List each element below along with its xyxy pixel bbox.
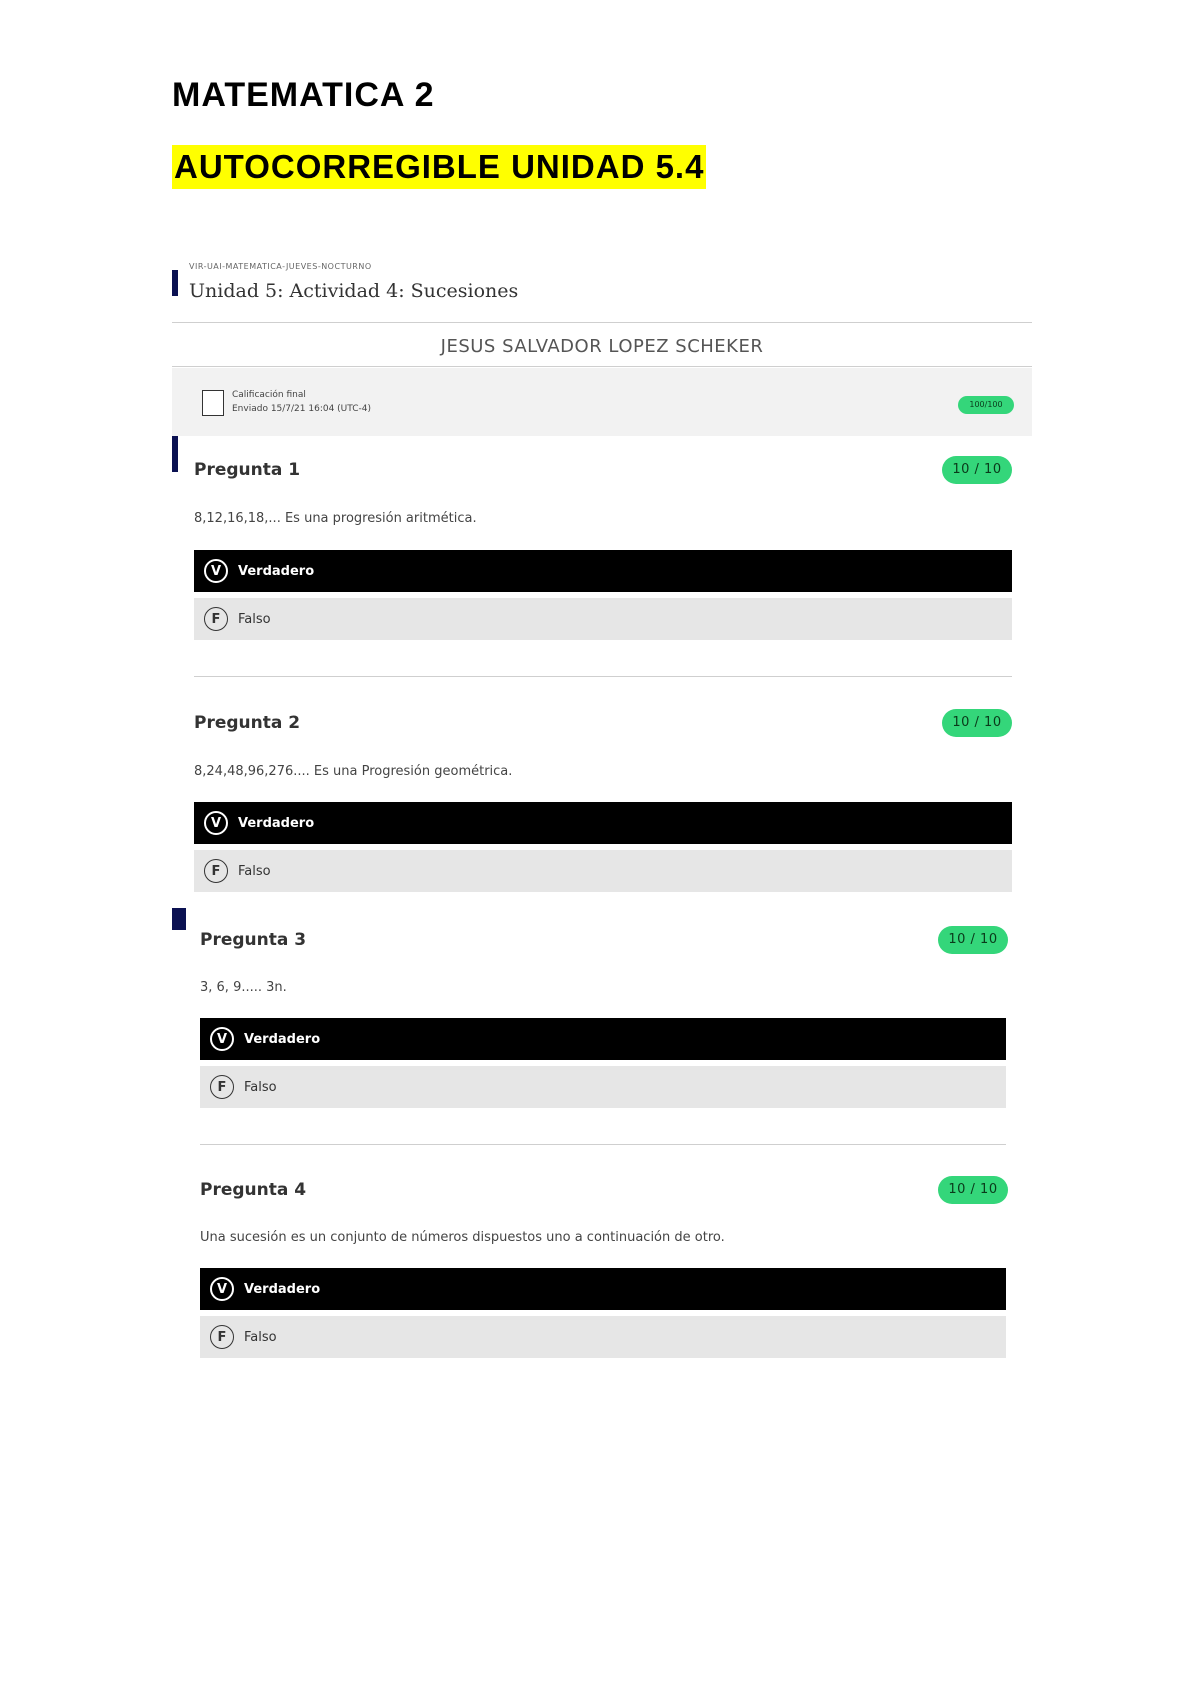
course-code: VIR-UAI-MATEMATICA-JUEVES-NOCTURNO bbox=[189, 262, 372, 271]
option-false[interactable] bbox=[200, 1316, 1006, 1358]
v-circle-icon: V bbox=[210, 1027, 234, 1051]
option-false[interactable] bbox=[194, 598, 1012, 640]
final-grade-strip bbox=[172, 368, 1032, 436]
question-text: 8,12,16,18,... Es una progresión aritmética. bbox=[194, 511, 477, 526]
option-false[interactable] bbox=[200, 1066, 1006, 1108]
option-true-selected[interactable] bbox=[200, 1268, 1006, 1310]
grade-screenshot bbox=[172, 258, 1032, 1358]
question-text: 3, 6, 9..... 3n. bbox=[200, 980, 287, 995]
divider bbox=[200, 1144, 1006, 1145]
question-score-badge: 10 / 10 bbox=[938, 926, 1008, 954]
activity-title: Unidad 5: Actividad 4: Sucesiones bbox=[189, 280, 519, 302]
final-score-badge: 100/100 bbox=[958, 396, 1014, 414]
student-name: JESUS SALVADOR LOPEZ SCHEKER bbox=[440, 336, 764, 357]
question-text: 8,24,48,96,276.... Es una Progresión geométrica. bbox=[194, 764, 513, 779]
option-label: Verdadero bbox=[238, 563, 315, 579]
header-accent-bar bbox=[172, 270, 178, 296]
v-circle-icon: V bbox=[204, 811, 228, 835]
question-accent-bar bbox=[172, 908, 186, 930]
option-label: Verdadero bbox=[244, 1031, 321, 1047]
f-circle-icon: F bbox=[210, 1075, 234, 1099]
divider bbox=[172, 322, 1032, 323]
document-title: MATEMATICA 2 bbox=[172, 76, 435, 114]
question-title: Pregunta 2 bbox=[194, 713, 301, 733]
option-label: Falso bbox=[244, 1079, 277, 1095]
final-grade-label: Calificación final bbox=[232, 390, 306, 400]
option-false[interactable] bbox=[194, 850, 1012, 892]
question-text: Una sucesión es un conjunto de números dispuestos uno a continuación de otro. bbox=[200, 1230, 725, 1245]
option-label: Falso bbox=[244, 1329, 277, 1345]
divider bbox=[172, 366, 1032, 367]
option-label: Falso bbox=[238, 863, 271, 879]
option-true-selected[interactable] bbox=[194, 802, 1012, 844]
document-icon bbox=[202, 390, 224, 416]
question-score-badge: 10 / 10 bbox=[938, 1176, 1008, 1204]
f-circle-icon: F bbox=[204, 607, 228, 631]
v-circle-icon: V bbox=[204, 559, 228, 583]
v-circle-icon: V bbox=[210, 1277, 234, 1301]
f-circle-icon: F bbox=[210, 1325, 234, 1349]
question-score-badge: 10 / 10 bbox=[942, 456, 1012, 484]
question-title: Pregunta 1 bbox=[194, 460, 301, 480]
option-label: Falso bbox=[238, 611, 271, 627]
question-title: Pregunta 3 bbox=[200, 930, 307, 950]
document-subtitle-highlighted: AUTOCORREGIBLE UNIDAD 5.4 bbox=[172, 145, 706, 189]
option-true-selected[interactable] bbox=[194, 550, 1012, 592]
divider bbox=[194, 676, 1012, 677]
option-label: Verdadero bbox=[238, 815, 315, 831]
question-score-badge: 10 / 10 bbox=[942, 709, 1012, 737]
f-circle-icon: F bbox=[204, 859, 228, 883]
submitted-timestamp: Enviado 15/7/21 16:04 (UTC-4) bbox=[232, 404, 372, 414]
option-label: Verdadero bbox=[244, 1281, 321, 1297]
question-title: Pregunta 4 bbox=[200, 1180, 307, 1200]
question-accent-bar bbox=[172, 436, 178, 472]
option-true-selected[interactable] bbox=[200, 1018, 1006, 1060]
